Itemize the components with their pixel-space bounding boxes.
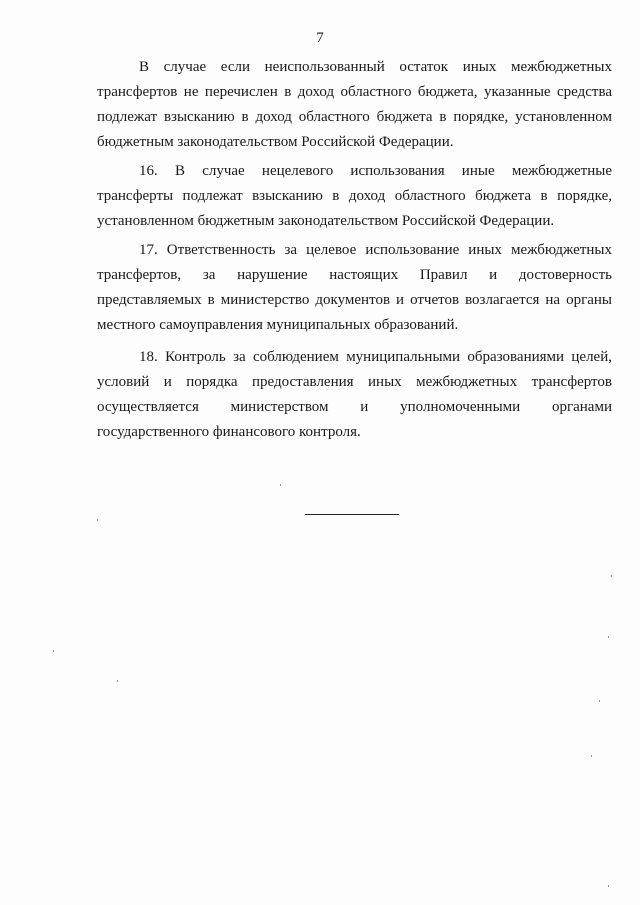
- paragraph-17-responsibility: [97, 238, 612, 338]
- text-line: трансфертов, за нарушение настоящих Правил и достоверность: [97, 267, 612, 283]
- scan-speck: [608, 636, 609, 638]
- text-line: В случае если неиспользованный остаток иных межбюджетных: [139, 59, 612, 75]
- scan-speck: [280, 484, 281, 486]
- paragraph-16-misuse: [97, 159, 612, 234]
- text-line: подлежат взысканию в доход областного бюджета в порядке, установленном: [97, 109, 612, 125]
- closing-divider: [305, 514, 399, 515]
- text-line: местного самоуправления муниципальных образований.: [97, 317, 459, 333]
- scan-speck: [53, 650, 54, 652]
- text-line: 17. Ответственность за целевое использование иных межбюджетных: [139, 242, 612, 258]
- text-line: 18. Контроль за соблюдением муниципальными образованиями целей,: [139, 349, 612, 365]
- paragraph-remaining-balance: [97, 55, 612, 155]
- text-line: трансфертов не перечислен в доход областного бюджета, указанные средства: [97, 84, 612, 100]
- paragraph-18-control: [97, 345, 612, 445]
- text-line: осуществляется министерством и уполномоченными органами: [97, 399, 612, 415]
- text-line: условий и порядка предоставления иных межбюджетных трансфертов: [97, 374, 612, 390]
- scan-speck: [97, 519, 98, 521]
- text-line: представляемых в министерство документов и отчетов возлагается на органы: [97, 292, 612, 308]
- text-line: бюджетным законодательством Российской Федерации.: [97, 134, 454, 150]
- text-line: установленном бюджетным законодательством Российской Федерации.: [97, 213, 555, 229]
- text-line: 16. В случае нецелевого использования иные межбюджетные: [139, 163, 612, 179]
- text-line: трансферты подлежат взысканию в доход областного бюджета в порядке,: [97, 188, 612, 204]
- scan-speck: [608, 885, 609, 887]
- scan-speck: [599, 700, 600, 702]
- scan-speck: [117, 680, 118, 682]
- page-number: 7: [316, 30, 324, 46]
- text-line: государственного финансового контроля.: [97, 424, 361, 440]
- scan-speck: [611, 575, 612, 577]
- scan-speck: [591, 755, 592, 757]
